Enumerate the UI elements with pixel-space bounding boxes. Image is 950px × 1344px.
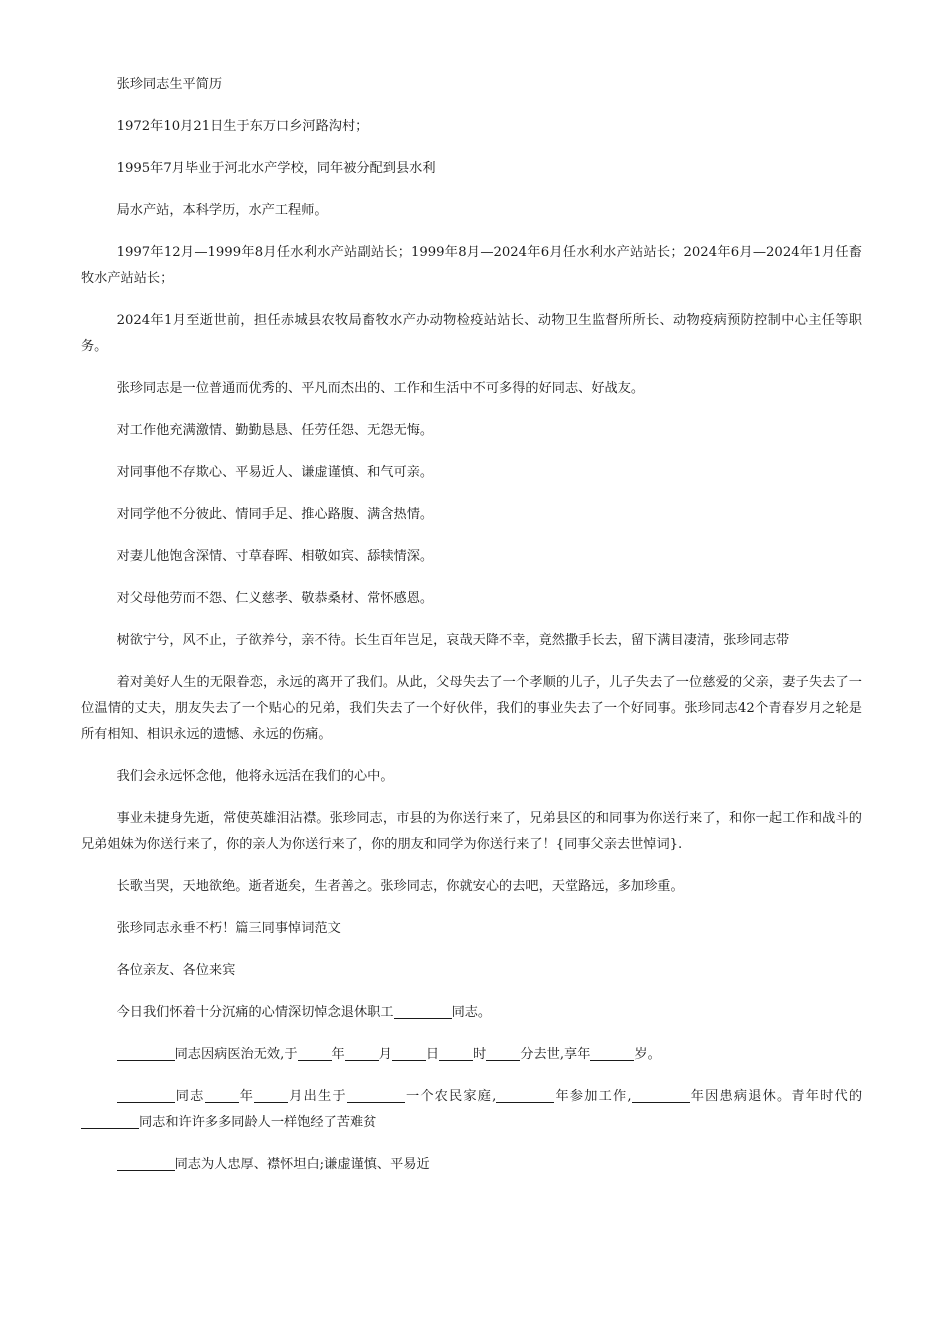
retire-year-blank — [632, 1088, 690, 1103]
paragraph-birth: 1972年10月21日生于东万口乡河路沟村； — [116, 119, 369, 134]
work-year-blank — [496, 1088, 554, 1103]
paragraph-family: 对妻儿他饱含深情、寸草春晖、相敬如宾、舔犊情深。 — [116, 549, 434, 564]
paragraph-biography — [81, 1084, 862, 1136]
text-segment: 一个农民家庭, — [404, 1089, 497, 1104]
year-blank — [205, 1088, 239, 1103]
text-segment: 今日我们怀着十分沉痛的心情深切悼念退休职工 — [116, 1005, 394, 1020]
text-segment: 月 — [378, 1047, 392, 1062]
paragraph-positions: 2024年1月至逝世前，担任赤城县农牧局畜牧水产办动物检疫站站长、动物卫生监督所所长、动物疫病预防控制中心主任等职务。 — [81, 313, 862, 354]
hour-blank — [439, 1046, 473, 1061]
paragraph-work: 对工作他充满激情、勤勤恳恳、任劳任怨、无怨无悔。 — [116, 423, 434, 438]
doc-title: 张珍同志生平简历 — [116, 77, 223, 92]
paragraph-assignment: 局水产站，本科学历，水产工程师。 — [116, 203, 328, 218]
name-blank — [117, 1088, 175, 1103]
paragraph-graduation: 1995年7月毕业于河北水产学校，同年被分配到县水利 — [116, 161, 436, 176]
paragraph-classmates: 对同学他不分彼此、情同手足、推心路腹、满含热情。 — [116, 507, 434, 522]
paragraph-greeting: 各位亲友、各位来宾 — [116, 963, 236, 978]
paragraph-praise: 张珍同志是一位普通而优秀的、平凡而杰出的、工作和生活中不可多得的好同志、好战友。 — [116, 381, 645, 396]
name-blank — [394, 1004, 452, 1019]
paragraph-remember: 我们会永远怀念他，他将永远活在我们的心中。 — [116, 769, 394, 784]
year-blank — [298, 1046, 332, 1061]
minute-blank — [486, 1046, 520, 1061]
month-blank — [254, 1088, 288, 1103]
text-segment: 同志。 — [451, 1005, 492, 1020]
age-blank — [590, 1046, 634, 1061]
day-blank — [392, 1046, 426, 1061]
paragraph-parents: 对父母他劳而不怨、仁义慈孝、敬恭桑材、常怀感恩。 — [116, 591, 434, 606]
text-segment: 月出生于 — [288, 1089, 347, 1104]
place-blank — [347, 1088, 405, 1103]
text-segment: 年参加工作, — [554, 1089, 632, 1104]
text-segment: 年 — [238, 1089, 255, 1104]
name-blank — [81, 1114, 139, 1129]
paragraph-closing: 长歌当哭，天地欲绝。逝者逝矣，生者善之。张珍同志，你就安心的去吧，天堂路远，多加珍重。 — [116, 879, 684, 894]
paragraph-character — [81, 1152, 862, 1178]
month-blank — [345, 1046, 379, 1061]
text-segment: 同志为人忠厚、襟怀坦白;谦虚谨慎、平易近 — [174, 1157, 430, 1172]
text-segment: 时 — [473, 1047, 487, 1062]
paragraph-lament: 树欲宁兮，风不止，子欲养兮，亲不待。长生百年岂足，哀哉天降不幸，竟然撒手长去，留下满目凄清，张珍同志带 — [116, 633, 790, 648]
text-segment: 同志因病医治无效,于 — [174, 1047, 298, 1062]
paragraph-mourning — [81, 1000, 862, 1026]
paragraph-immortal: 张珍同志永垂不朽！篇三同事悼词范文 — [116, 921, 341, 936]
paragraph-colleagues: 对同事他不存欺心、平易近人、谦虚谨慎、和气可亲。 — [116, 465, 434, 480]
text-segment: 同志和许许多多同龄人一样饱经了苦难贫 — [139, 1115, 377, 1130]
name-blank — [117, 1046, 175, 1061]
text-segment: 年因患病退休。青年时代的 — [689, 1089, 863, 1104]
paragraph-career: 1997年12月—1999年8月任水利水产站副站长；1999年8月—2024年6月任水利水产站站长；2024年6月—2024年1月任畜牧水产站站长； — [81, 245, 862, 286]
paragraph-farewell: 事业未捷身先逝，常使英雄泪沾襟。张珍同志，市县的为你送行来了，兄弟县区的和同事为你送行来了，和你一起工作和战斗的兄弟姐妹为你送行来了，你的亲人为你送行来了，你的朋友和同学为你送行来了！{同事父亲去世悼词}. — [81, 811, 862, 852]
text-segment: 分去世,享年 — [520, 1047, 591, 1062]
document-page — [81, 72, 862, 1194]
text-segment: 同志 — [174, 1089, 205, 1104]
text-segment: 日 — [425, 1047, 440, 1062]
name-blank — [117, 1156, 175, 1171]
paragraph-death-date — [81, 1042, 862, 1068]
text-segment: 年 — [331, 1047, 345, 1062]
paragraph-loss: 着对美好人生的无限眷恋，永远的离开了我们。从此，父母失去了一个孝顺的儿子，儿子失去了一位慈爱的父亲，妻子失去了一位温情的丈夫，朋友失去了一个贴心的兄弟，我们失去了一个好伙伴，我们的事业失去了一个好同事。张珍同志42个青春岁月之轮是所有相知、相识永远的遗憾、永远的伤痛。 — [81, 675, 862, 742]
text-segment: 岁。 — [634, 1047, 661, 1062]
